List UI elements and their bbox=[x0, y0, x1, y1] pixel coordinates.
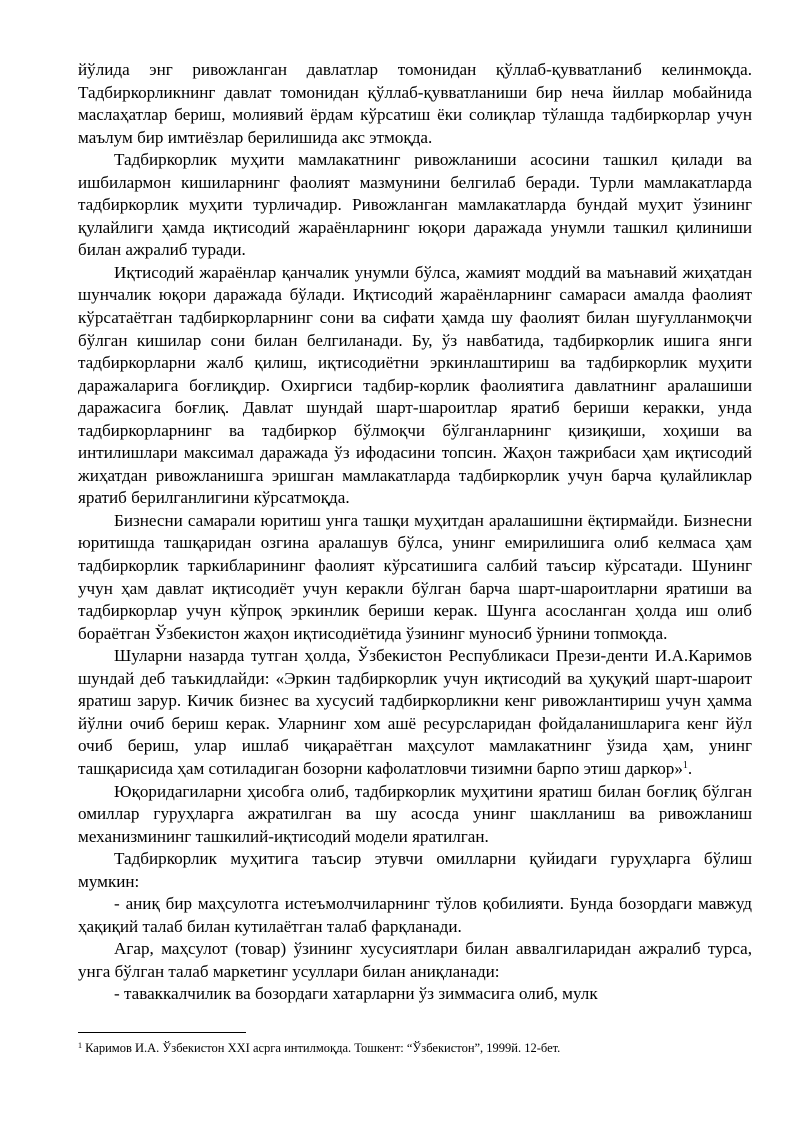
paragraph-factors-model: Юқоридагиларни ҳисобга олиб, тадбиркорлик муҳитини яратиш билан боғлиқ бўлган омиллар гуруҳларга ажратилган ва шу асосда унинг шаклланиш ва ривожланиш механизмининг ташкилий-иқтисодий модели яратилган. bbox=[78, 781, 752, 846]
paragraph-economic-processes: Иқтисодий жараёнлар қанчалик унумли бўлса, жамият моддий ва маънавий жиҳатдан шунчалик юқори даражада бўлади. Иқтисодий жараёнларнинг самараси амалда фаолият кўрсатаётган тадбиркорларнинг сони ва сифати ҳамда шу фаолият билан шуғулланмоқчи бўлган кишилар сони билан белгиланади. Бу, ўз навбатида, тадбиркорлик ишига янги тадбиркорларни жалб қилиш, иқтисодиётни эркинлаштириш ва тадбиркорлик муҳити даражаларига боғлиқдир. Охиргиси тадбир-корлик фаолиятига давлатнинг аралашиши даражасига боғлиқ. Давлат шундай шарт-шароитлар яратиб бериши керакки, унда тадбиркорларнинг ва тадбиркор бўлмоқчи бўлганларнинг қизиқиши, хоҳиши ва интилишлари максимал даражада ўз ифодасини топсин. Жаҳон тажрибаси ҳам иқтисодий жиҳатдан ривожланишга эришган мамлакатларда тадбиркорлик учун барча қулайликлар яратиб берилганлигини кўрсатмоқда. bbox=[78, 262, 752, 508]
paragraph-business-management: Бизнесни самарали юритиш унга ташқи муҳитдан аралашишни ёқтирмайди. Бизнесни юритишда ташқаридан озгина аралашув бўлса, унинг емирилишига олиб келмаса ҳам тадбиркорлик таркибларининг фаолият кўрсатишига салбий таъсир кўрсатади. Шунинг учун ҳам давлат иқтисодиёт учун керакли бўлган барча шарт-шароитларни яратиши ва тадбиркорлар учун кўпроқ эркинлик бериши керак. Шунга асосланган ҳолда иш олиб бораётган Ўзбекистон жаҳон иқтисодиётида ўзининг муносиб ўрнини топмоқда. bbox=[78, 510, 752, 643]
footnote-separator bbox=[78, 1032, 246, 1033]
footnote-reference: 1 bbox=[682, 759, 688, 771]
list-item-risk: - таваккалчилик ва бозордаги хатарларни ўз зиммасига олиб, мулк bbox=[114, 984, 598, 1004]
list-item-solvency: - аниқ бир маҳсулотга истеъмолчиларнинг тўлов қобилияти. Бунда бозордаги мавжуд ҳақиқий талаб билан кутилаётган талаб фарқланади. bbox=[78, 894, 752, 936]
quote-text: Шуларни назарда тутган ҳолда, Ўзбекистон Республикаси Прези-денти И.А.Каримов шундай деб таъкидлайди: «Эркин тадбиркорлик учун иқтисодий ва ҳуқуқий шарт-шароит яратиш зарур. Кичик бизнес ва хусусий тадбиркорликни кенг ривожлантириш учун ҳамма йўлни очиб бериш керак. Уларнинг хом ашё ресурсларидан фойдаланишларига кенг йўл очиб бериш, улар ишлаб чиқараётган маҳсулот мамлакатнинг ўзида ҳам, унинг ташқарисида ҳам сотиладиган бозорни кафолатловчи тизимни барпо этиш даркор» bbox=[78, 646, 752, 778]
footnote-text: Каримов И.А. Ўзбекистон XXI асрга интилмоқда. Тошкент: “Ўзбекистон”, 1999й. 12-бет. bbox=[85, 1041, 561, 1055]
paragraph-karimov-quote: Шуларни назарда тутган ҳолда, Ўзбекистон Республикаси Прези-денти И.А.Каримов шундай деб таъкидлайди: «Эркин тадбиркорлик учун иқтисодий ва ҳуқуқий шарт-шароит яратиш зарур. Кичик бизнес ва хусусий тадбиркорликни кенг ривожлантириш учун ҳамма йўлни очиб бериш керак. Уларнинг хом ашё ресурсларидан фойдаланишларига кенг йўл очиб бериш, улар ишлаб чиқараётган маҳсулот мамлакатнинг ўзида ҳам, унинг ташқарисида ҳам сотиладиган бозорни кафолатловчи тизимни барпо этиш даркор»$^1$. bbox=[78, 646, 752, 778]
paragraph-product-demand: Агар, маҳсулот (товар) ўзининг хусусиятлари билан аввалгиларидан ажралиб турса, унга бўлган талаб маркетинг усуллари билан аниқланади: bbox=[78, 939, 752, 981]
footnote bbox=[78, 1040, 752, 1056]
paragraph-factor-groups: Тадбиркорлик муҳитига таъсир этувчи омилларни қуйидаги гуруҳларга бўлиш мумкин: bbox=[78, 849, 752, 891]
document-body bbox=[78, 59, 752, 1006]
paragraph-entrepreneurship-environment: Тадбиркорлик муҳити мамлакатнинг ривожланиши асосини ташкил қилади ва ишбилармон кишиларнинг фаолият мазмунини белгилаб беради. Турли мамлакатларда тадбиркорлик муҳити турличадир. Ривожланган мамлакатларда бундай муҳит ўзининг қулайлиги ҳамда иқтисодий жараёнларнинг юқори даражада унумли ташкил қилиниши билан ажралиб туради. bbox=[78, 150, 752, 260]
footnote-marker: 1 bbox=[78, 1041, 82, 1050]
paragraph-continuation: йўлида энг ривожланган давлатлар томонидан қўллаб-қувватланиб келинмоқда. Тадбиркорликнинг давлат томонидан қўллаб-қувватланиши бир неча йиллар мобайнида маслаҳатлар бериш, молиявий ёрдам кўрсатиш ёки солиқлар тўлашда тадбиркорлар учун маълум бир имтиёзлар берилишида акс этмоқда. bbox=[78, 60, 752, 147]
